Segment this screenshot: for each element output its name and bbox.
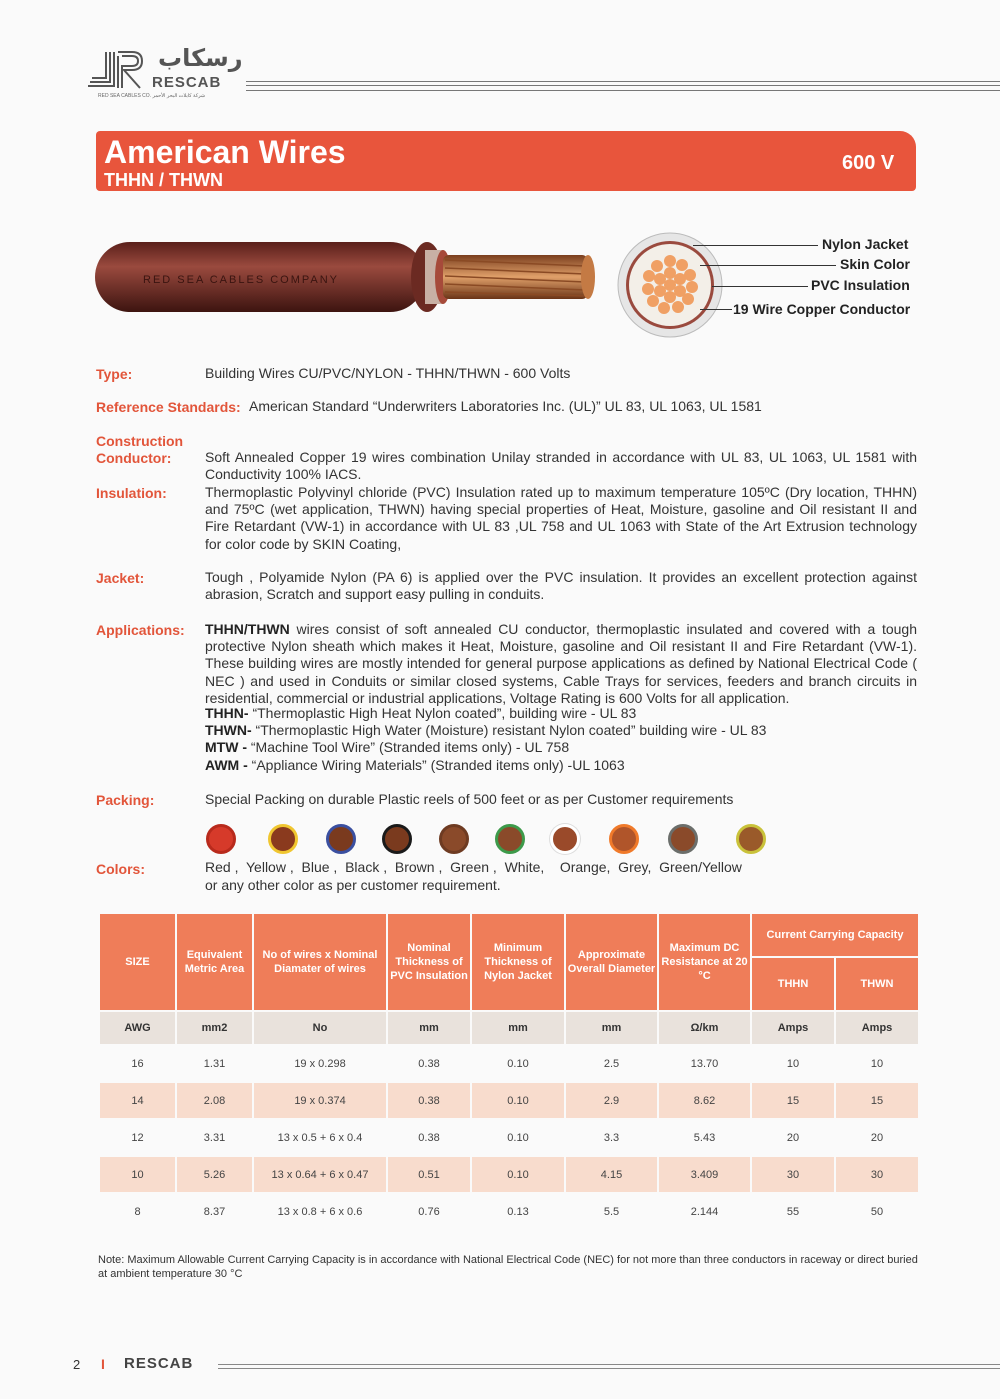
colors-note: or any other color as per customer requirement.: [205, 877, 501, 893]
table-cell: 0.51: [388, 1157, 470, 1192]
jacket-label: Jacket:: [96, 570, 145, 586]
footer-separator: I: [101, 1356, 105, 1372]
table-row: [100, 1194, 918, 1229]
color-swatch-green-yellow: [736, 824, 766, 854]
colors-label: Colors:: [96, 861, 145, 877]
table-cell: 19 x 0.374: [254, 1083, 386, 1118]
callout-skin-color: Skin Color: [840, 256, 911, 272]
page-title: American Wires: [104, 134, 346, 170]
table-cell: 10: [100, 1157, 175, 1192]
table-cell: 14: [100, 1083, 175, 1118]
color-swatch-grey: [668, 824, 698, 854]
spec-table: [98, 912, 920, 1231]
table-cell: 2.9: [566, 1083, 657, 1118]
unit-cell: mm: [472, 1012, 564, 1044]
table-cell: 3.31: [203, 1131, 226, 1144]
header-overall-diameter: Approximate Overall Diameter: [566, 914, 657, 1010]
color-swatch-brown: [439, 824, 469, 854]
table-cell: 30: [752, 1157, 834, 1192]
color-swatch-orange: [609, 824, 639, 854]
table-cell: 8: [134, 1205, 141, 1218]
table-row: [100, 1120, 918, 1155]
table-cell: 0.10: [472, 1083, 564, 1118]
header-nylon-thickness: Minimum Thickness of Nylon Jacket: [472, 914, 564, 1010]
table-note: Note: Maximum Allowable Current Carrying Capacity is in accordance with National Electrical Code (NEC) for not more than three conductors in raceway or direct buried at ambient temperature 30 °C: [98, 1254, 918, 1280]
conductor-label: Conductor:: [96, 450, 172, 466]
page-subtitle: THHN / THWN: [104, 170, 223, 190]
construction-label: Construction: [96, 433, 184, 449]
table-cell: 20: [786, 1131, 800, 1144]
insulation-text: Thermoplastic Polyvinyl chloride (PVC) Insulation rated up to maximum temperature 105ºC (Dry location, THHN) and 75ºC (wet application, THWN) having special properties of Heat, Moisture, gasoline and Oil resistant II and Fire Retardant (VW-1) in accordance with UL 83 ,UL 758 and UL 1063 with State of the Art Extrusion technology for color code by SKIN Coating,: [205, 484, 917, 552]
color-swatch-red: [206, 824, 236, 854]
table-cell: 0.38: [388, 1083, 470, 1118]
table-cell: 10: [786, 1057, 800, 1070]
color-swatch-blue: [326, 824, 356, 854]
applications-label: Applications:: [96, 622, 185, 638]
table-cell: 2.144: [690, 1205, 719, 1218]
table-cell: 5.26: [177, 1157, 252, 1192]
table-cell: 13 x 0.8 + 6 x 0.6: [277, 1205, 363, 1218]
table-cell: 8.62: [659, 1083, 750, 1118]
insulation-label: Insulation:: [96, 485, 167, 501]
header-current-capacity: Current Carrying Capacity: [752, 914, 918, 956]
table-cell: 15: [752, 1083, 834, 1118]
brand-name: RESCAB: [152, 74, 222, 91]
color-swatch-green: [495, 824, 525, 854]
unit-cell: Ω/km: [659, 1012, 750, 1044]
table-cell: 13.70: [690, 1057, 719, 1070]
colors-list: Red , Yellow , Blue , Black , Brown , Green , White, Orange, Grey, Green/Yellow: [205, 859, 742, 875]
applications-text: [205, 621, 917, 707]
definition-mtw: MTW - “Machine Tool Wire” (Stranded items only) - UL 758: [205, 739, 570, 756]
table-row: [100, 1046, 918, 1081]
rescab-logo-icon: [88, 48, 146, 90]
voltage-rating: 600 V: [842, 152, 895, 174]
table-cell: 5.43: [693, 1131, 716, 1144]
callout-line-pvc: [712, 286, 808, 287]
definition-awm: AWM - “Appliance Wiring Materials” (Stranded items only) -UL 1063: [205, 756, 625, 773]
page-number: 2: [73, 1357, 81, 1372]
header-thhn: THHN: [752, 958, 834, 1010]
table-cell: 3.3: [603, 1131, 620, 1144]
table-cell: 0.13: [507, 1205, 529, 1218]
table-cell: 0.76: [418, 1205, 440, 1218]
table-cell: 12: [131, 1131, 144, 1144]
reference-label: Reference Standards:: [96, 399, 241, 415]
reference-text: American Standard “Underwriters Laboratories Inc. (UL)” UL 83, UL 1063, UL 1581: [249, 398, 762, 414]
packing-label: Packing:: [96, 792, 155, 808]
header-pvc-thickness: Nominal Thickness of PVC Insulation: [388, 914, 470, 1010]
table-cell: 30: [836, 1157, 918, 1192]
unit-cell: No: [254, 1012, 386, 1044]
table-cell: 55: [786, 1205, 800, 1218]
conductor-text: Soft Annealed Copper 19 wires combination Unilay stranded in accordance with UL 83, UL 1063, UL 1581 with Conductivity 100% IACS.: [205, 449, 917, 483]
table-cell: 13 x 0.64 + 6 x 0.47: [254, 1157, 386, 1192]
table-cell: 19 x 0.298: [294, 1057, 346, 1070]
type-text: Building Wires CU/PVC/NYLON - THHN/THWN - 600 Volts: [205, 365, 571, 381]
footer-rule: [218, 1364, 1000, 1369]
cable-print: RED SEA CABLES COMPANY: [143, 274, 340, 286]
table-cell: 13 x 0.5 + 6 x 0.4: [277, 1131, 363, 1144]
table-cell: 5.5: [603, 1205, 620, 1218]
header-size: SIZE: [100, 914, 175, 1010]
table-cell: 8.37: [203, 1205, 226, 1218]
table-cell: 0.10: [507, 1057, 529, 1070]
callout-pvc-insulation: PVC Insulation: [811, 277, 910, 293]
type-definitions: [205, 705, 766, 774]
callout-nylon-jacket: Nylon Jacket: [822, 236, 909, 252]
table-cell: 20: [870, 1131, 884, 1144]
units-row: [100, 1012, 918, 1044]
callout-conductor: 19 Wire Copper Conductor: [733, 301, 911, 317]
footer-brand: RESCAB: [124, 1355, 194, 1372]
table-row: [100, 1157, 918, 1192]
unit-cell: mm: [566, 1012, 657, 1044]
callout-line-conductor: [700, 309, 732, 310]
type-label: Type:: [96, 366, 133, 382]
unit-cell: mm2: [177, 1012, 252, 1044]
table-cell: 0.10: [507, 1131, 529, 1144]
unit-cell: Amps: [752, 1012, 834, 1044]
unit-cell: Amps: [836, 1012, 918, 1044]
brand-arabic-name: رسكاب: [158, 44, 243, 72]
table-cell: 0.38: [418, 1057, 440, 1070]
header-thwn: THWN: [836, 958, 918, 1010]
callout-line-skin: [700, 265, 836, 266]
table-cell: 3.409: [659, 1157, 750, 1192]
table-cell: 10: [870, 1057, 884, 1070]
table-cell: 15: [836, 1083, 918, 1118]
header-dc-resistance: Maximum DC Resistance at 20 °C: [659, 914, 750, 1010]
definition-thhn: THHN- “Thermoplastic High Heat Nylon coated”, building wire - UL 83: [205, 705, 637, 721]
color-swatch-white: [550, 824, 580, 854]
callout-line-nylon: [693, 245, 818, 246]
definition-thwn: THWN- “Thermoplastic High Water (Moisture) resistant Nylon coated” building wire - UL 83: [205, 722, 767, 739]
unit-cell: mm: [388, 1012, 470, 1044]
table-cell: 2.5: [603, 1057, 620, 1070]
table-cell: 16: [131, 1057, 144, 1070]
color-swatch-yellow: [268, 824, 298, 854]
table-cell: 4.15: [566, 1157, 657, 1192]
table-cell: 2.08: [177, 1083, 252, 1118]
header-wires: No of wires x Nominal Diamater of wires: [254, 914, 386, 1010]
header-rule: [246, 81, 1000, 91]
applications-body: wires consist of soft annealed CU conductor, thermoplastic insulated and covered with a tough protective Nylon sheath which makes it Heat, Moisture, gasoline and Oil resistant II and Fire Retardant (VW-1). These building wires are mostly intended for general purpose applications as defined by National Electrical Code ( NEC ) and used in Conduits or similar closed systems, Cable Trays for services, feeders and branch circuits in residential, commercial or industrial applications, Voltage Rating is 600 Volts for all application.: [205, 621, 917, 706]
table-cell: 0.10: [472, 1157, 564, 1192]
unit-cell: AWG: [100, 1012, 175, 1044]
table-cell: 0.38: [418, 1131, 440, 1144]
applications-lead: THHN/THWN: [205, 621, 290, 637]
table-cell: 1.31: [203, 1057, 226, 1070]
packing-text: Special Packing on durable Plastic reels of 500 feet or as per Customer requirements: [205, 791, 734, 807]
brand-subtitle: RED SEA CABLES CO. شركة كابلات البحر الأحمر: [98, 93, 206, 99]
table-cell: 50: [870, 1205, 884, 1218]
header-metric-area: Equivalent Metric Area: [177, 914, 252, 1010]
color-swatch-black: [382, 824, 412, 854]
table-row: [100, 1083, 918, 1118]
jacket-text: Tough , Polyamide Nylon (PA 6) is applied over the PVC insulation. It provides an excellent protection against abrasion, Scratch and support easy pulling in conduits.: [205, 569, 917, 603]
